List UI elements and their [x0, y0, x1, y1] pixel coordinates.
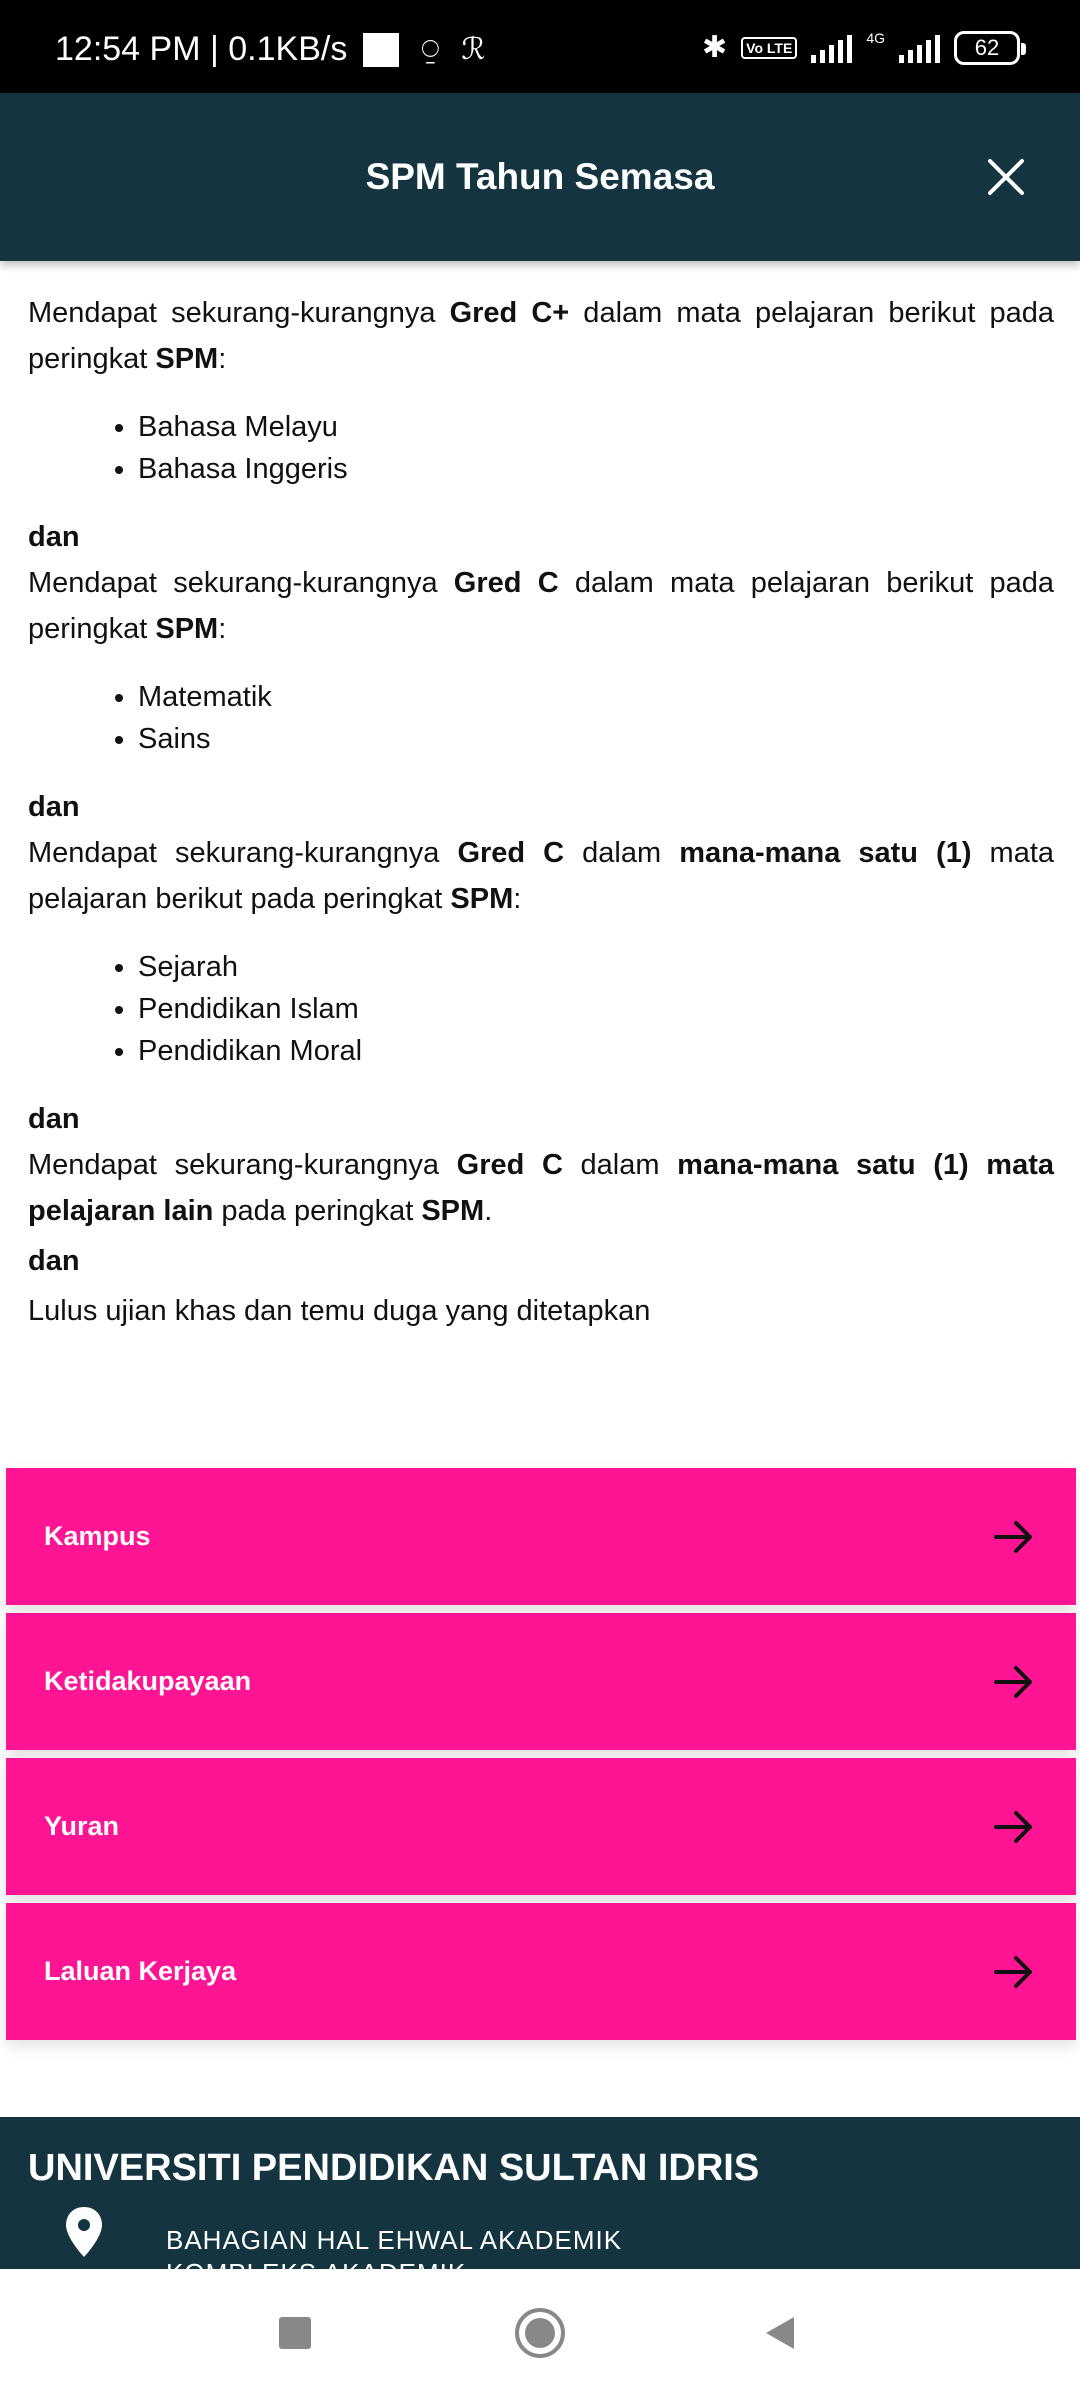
arrow-right-icon [992, 1805, 1036, 1849]
signal-icon [811, 33, 852, 63]
home-button-icon[interactable] [513, 2306, 567, 2360]
nav-item-yuran[interactable] [6, 1758, 1076, 1895]
list-item: • Matematik [138, 676, 1054, 718]
subject-list-3 [138, 946, 1054, 1072]
connector-dan: dan [28, 521, 80, 553]
recents-button-icon[interactable] [275, 2313, 315, 2353]
status-time-speed: 12:54 PM | 0.1KB/s [55, 30, 348, 68]
requirements-content [28, 290, 1054, 1334]
list-item: • Pendidikan Islam [138, 988, 1054, 1030]
subject-list-2 [138, 676, 1054, 760]
info-nav-list [6, 1468, 1076, 2048]
footer [0, 2117, 1080, 2269]
connector-dan: dan [28, 791, 80, 823]
status-bar [0, 0, 1080, 93]
list-item: • Bahasa Inggeris [138, 448, 1054, 490]
nav-item-kampus[interactable] [6, 1468, 1076, 1605]
signal-icon-2 [899, 33, 940, 63]
arrow-right-icon [992, 1950, 1036, 1994]
notification-square-icon [363, 33, 399, 67]
list-item: • Sains [138, 718, 1054, 760]
notification-r-icon: ℛ [461, 33, 486, 66]
list-item: • Pendidikan Moral [138, 1030, 1054, 1072]
nav-item-label: Laluan Kerjaya [44, 1956, 237, 1986]
requirement-paragraph-3: Mendapat sekurang-kurangnya Gred C dalam mana-mana satu (1) mata pelajaran berikut pada peringkat SPM: [28, 837, 1055, 915]
status-right [702, 30, 1020, 65]
location-pin-icon [64, 2205, 104, 2259]
connector-dan: dan [28, 1103, 80, 1135]
battery-level: 62 [974, 34, 1000, 60]
close-icon[interactable] [980, 151, 1032, 203]
subject-list-1 [138, 406, 1054, 490]
volte-badge: Vo LTE [741, 37, 797, 59]
nav-item-label: Ketidakupayaan [44, 1666, 252, 1696]
arrow-right-icon [992, 1515, 1036, 1559]
status-left [55, 30, 485, 69]
bluetooth-icon: ✱ [702, 31, 728, 64]
nav-item-label: Yuran [44, 1811, 120, 1841]
footer-title: UNIVERSITI PENDIDIKAN SULTAN IDRIS [28, 2147, 760, 2189]
footer-address-line-1: BAHAGIAN HAL EHWAL AKADEMIK [166, 2225, 623, 2255]
nav-item-laluan-kerjaya[interactable] [6, 1903, 1076, 2040]
requirement-paragraph-4: Mendapat sekurang-kurangnya Gred C dalam mana-mana satu (1) mata pelajaran lain pada peringkat SPM. [28, 1149, 1054, 1227]
system-nav-bar [0, 2269, 1080, 2400]
requirement-paragraph-2: Mendapat sekurang-kurangnya Gred C dalam mata pelajaran berikut pada peringkat SPM: [28, 567, 1055, 645]
page-title: SPM Tahun Semasa [365, 156, 715, 197]
list-item: • Bahasa Melayu [138, 406, 1054, 448]
requirement-paragraph-1: Mendapat sekurang-kurangnya Gred C+ dalam mata pelajaran berikut pada peringkat SPM: [28, 297, 1054, 375]
network-type: 4G [866, 30, 885, 46]
notification-app-icon: ⍜ [421, 32, 440, 66]
back-button-icon[interactable] [760, 2313, 800, 2353]
requirement-paragraph-5: Lulus ujian khas dan temu duga yang ditetapkan [28, 1295, 651, 1327]
nav-item-ketidakupayaan[interactable] [6, 1613, 1076, 1750]
list-item: • Sejarah [138, 946, 1054, 988]
nav-item-label: Kampus [44, 1521, 151, 1551]
battery-icon [954, 31, 1020, 65]
arrow-right-icon [992, 1660, 1036, 1704]
connector-dan: dan [28, 1245, 80, 1277]
app-header [0, 93, 1080, 261]
